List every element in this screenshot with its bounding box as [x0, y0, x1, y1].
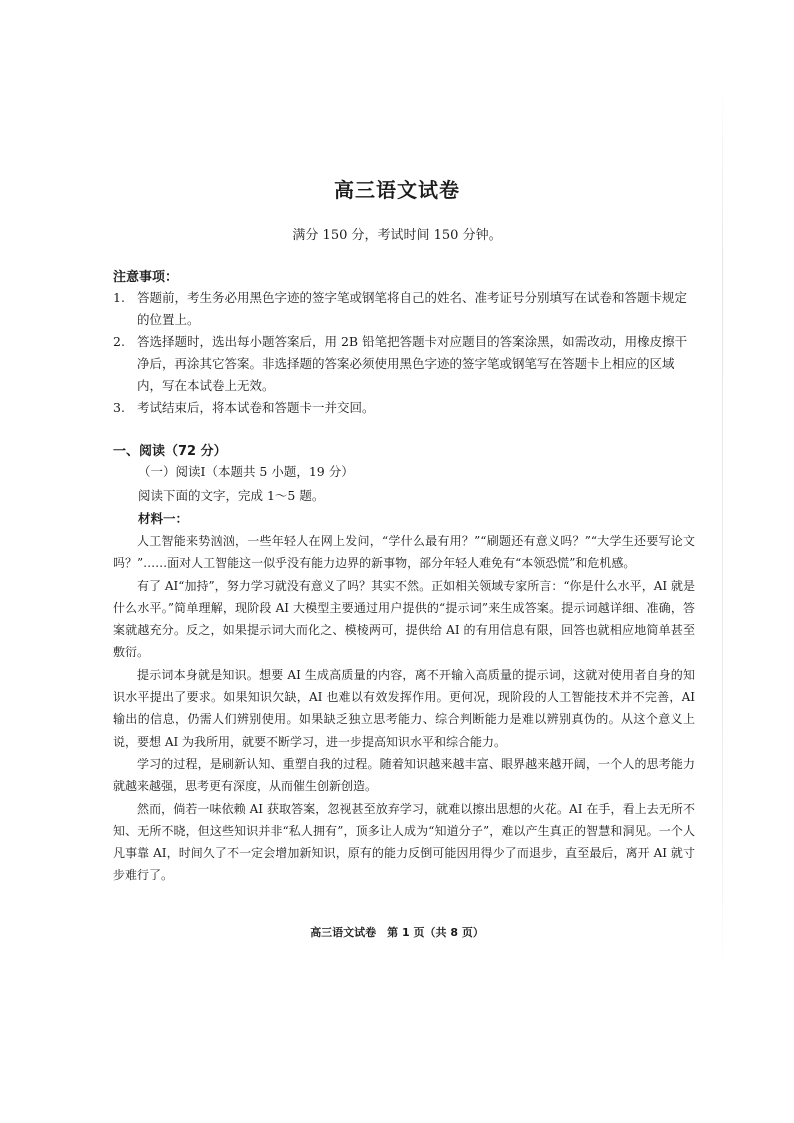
notice-text: 答题前，考生务必用黑色字迹的签字笔或钢笔将自己的姓名、准考证号分别填写在试卷和答题卡规定的位置上。 — [137, 290, 688, 327]
notice-item — [113, 331, 695, 397]
notice-text: 考试结束后，将本试卷和答题卡一并交回。 — [137, 400, 375, 415]
notice-number: 1. — [113, 290, 125, 305]
passage-paragraph: 学习的过程，是刷新认知、重塑自我的过程。随着知识越来越丰富、眼界越来越开阔，一个人的思考能力就越来越强，思考更有深度，从而催生创新创造。 — [113, 756, 695, 794]
page-title: 高三语文试卷 — [334, 178, 460, 202]
notice-item — [113, 287, 695, 331]
passage-paragraph: 提示词本身就是知识。想要 AI 生成高质量的内容，离不开输入高质量的提示词，这就对使用者自身的知识水平提出了要求。如果知识欠缺，AI 也难以有效发挥作用。更何况，现阶段的人工智能技术并不完善，AI 输出的信息，仍需人们辨别使用。如果缺乏独立思考能力、综合判断能力是难以辨别真伪的。从这个意义上说，要想 AI 为我所用，就要不断学习，进一步提高知识水平和综合能力。 — [113, 667, 695, 749]
passage-paragraph: 人工智能来势汹汹，一些年轻人在网上发问，“学什么最有用？”“刷题还有意义吗？”“大学生还要写论文吗？”……面对人工智能这一似乎没有能力边界的新事物，部分年轻人难免有“本领恐慌”和危机感。 — [113, 534, 695, 571]
notice-item — [113, 397, 695, 419]
notice-number: 3. — [113, 400, 125, 415]
notice-heading: 注意事项： — [113, 270, 179, 285]
material-label: 材料一： — [138, 511, 189, 526]
reading-title: （一）阅读Ⅰ（本题共 5 小题，19 分） — [138, 464, 354, 479]
notice-list — [113, 287, 695, 419]
reading-passage — [113, 530, 695, 887]
reading-instruction: 阅读下面的文字，完成 1～5 题。 — [138, 488, 325, 503]
passage-paragraph: 有了 AI“加持”，努力学习就没有意义了吗？其实不然。正如相关领域专家所言：“你是什么水平，AI 就是什么水平。”简单理解，现阶段 AI 大模型主要通过用户提供的“提示词”来生成答案。提示词越详细、准确，答案就越充分。反之，如果提示词大而化之、模棱两可，提供给 AI 的有用信息有限，回答也就相应地简单甚至敷衍。 — [113, 578, 695, 660]
section-heading: 一、阅读（72 分） — [113, 444, 227, 459]
notice-number: 2. — [113, 334, 125, 349]
passage-paragraph: 然而，倘若一味依赖 AI 获取答案，忽视甚至放弃学习，就难以擦出思想的火花。AI 在手，看上去无所不知、无所不晓，但这些知识并非“私人拥有”，顶多让人成为“知道分子”，难以产生真正的智慧和洞见。一个人凡事靠 AI，时间久了不一定会增加新知识，原有的能力反倒可能因用得少了而退步，直至最后，离开 AI 就寸步难行了。 — [113, 801, 695, 883]
scan-edge-shadow — [722, 80, 723, 980]
page-footer: 高三语文试卷 第 1 页（共 8 页） — [310, 926, 484, 939]
exam-score-time: 满分 150 分，考试时间 150 分钟。 — [292, 228, 502, 243]
notice-text: 答选择题时，选出每小题答案后，用 2B 铅笔把答题卡对应题目的答案涂黑，如需改动，用橡皮擦干净后，再涂其它答案。非选择题的答案必须使用黑色字迹的签字笔或钢笔写在答题卡上相应的区域内，写在本试卷上无效。 — [137, 334, 688, 393]
